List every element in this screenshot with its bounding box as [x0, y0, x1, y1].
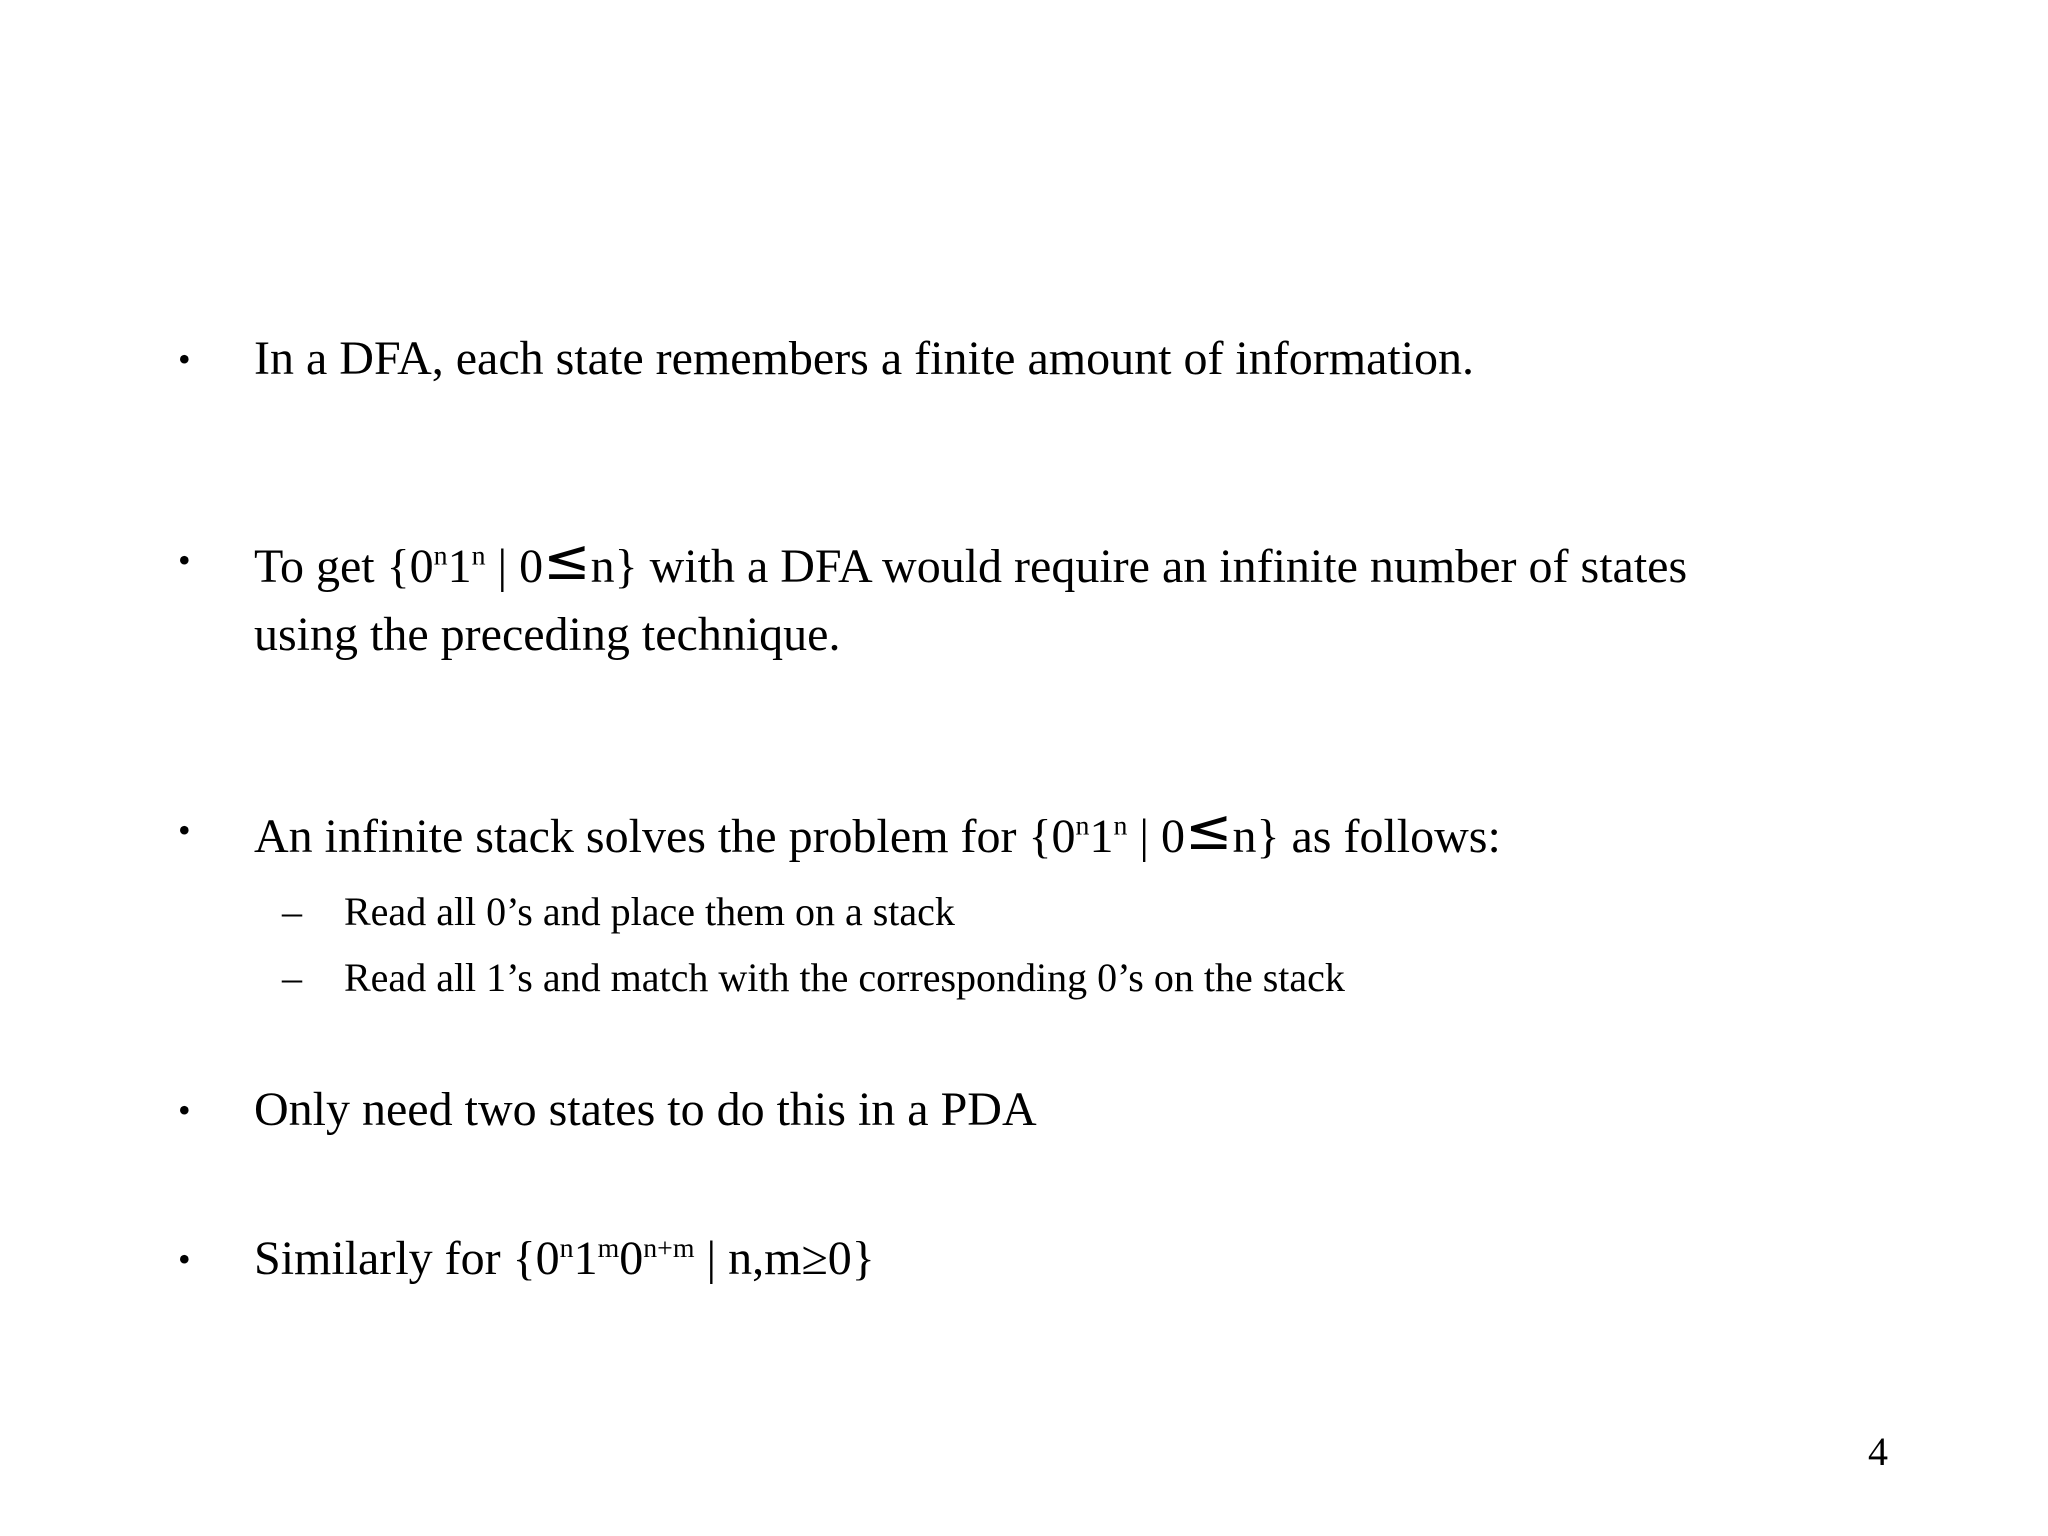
- superscript: n: [1075, 810, 1090, 842]
- bullet-2-mid2: | 0: [485, 539, 544, 593]
- bullet-3-mid2: | 0: [1127, 809, 1185, 863]
- superscript: n: [1113, 810, 1128, 842]
- superscript: n: [471, 540, 486, 572]
- superscript: n+m: [643, 1232, 695, 1264]
- bullet-dot: •: [178, 540, 191, 580]
- dash-marker: –: [282, 955, 302, 1000]
- bullet-2-prefix: To get {0: [254, 539, 434, 593]
- sub-item-2-text: Read all 1’s and match with the corresponding 0’s on the stack: [344, 955, 1345, 1000]
- bullet-dot: •: [178, 1239, 191, 1279]
- bullet-4-text: Only need two states to do this in a PDA: [254, 1083, 1037, 1136]
- bullet-3-prefix: An infinite stack solves the problem for {0: [254, 809, 1076, 863]
- bullet-3-suffix: n} as follows:: [1232, 809, 1501, 863]
- dash-marker: –: [282, 889, 302, 934]
- bullet-5-text: [254, 1225, 1894, 1293]
- bullet-2-mid1: 1: [447, 539, 472, 593]
- bullet-5-mid1: 1: [573, 1232, 598, 1285]
- bullet-2-suffix: n} with a DFA would require an infinite number of states: [590, 539, 1688, 593]
- bullet-dot: •: [178, 339, 191, 379]
- bullet-5-prefix: Similarly for {0: [254, 1232, 560, 1285]
- bullet-1-text: In a DFA, each state remembers a finite amount of information.: [254, 332, 1475, 385]
- bullet-2-line2: using the preceding technique.: [254, 607, 841, 661]
- bullet-3-text: [254, 796, 1894, 871]
- superscript: n: [433, 540, 448, 572]
- sub-item-1-text: Read all 0’s and place them on a stack: [344, 889, 955, 934]
- leq-symbol: ≤: [543, 527, 591, 593]
- page-number: 4: [1868, 1429, 1888, 1474]
- superscript: n: [559, 1232, 574, 1264]
- bullet-2-text: [254, 526, 1894, 669]
- bullet-dot: •: [178, 1090, 191, 1130]
- superscript: m: [597, 1232, 620, 1264]
- bullet-dot: •: [178, 810, 191, 850]
- leq-symbol: ≤: [1184, 797, 1233, 863]
- bullet-5-mid2: 0: [619, 1232, 644, 1285]
- bullet-5-suffix: | n,m≥0}: [694, 1232, 875, 1285]
- bullet-3-mid1: 1: [1089, 809, 1114, 863]
